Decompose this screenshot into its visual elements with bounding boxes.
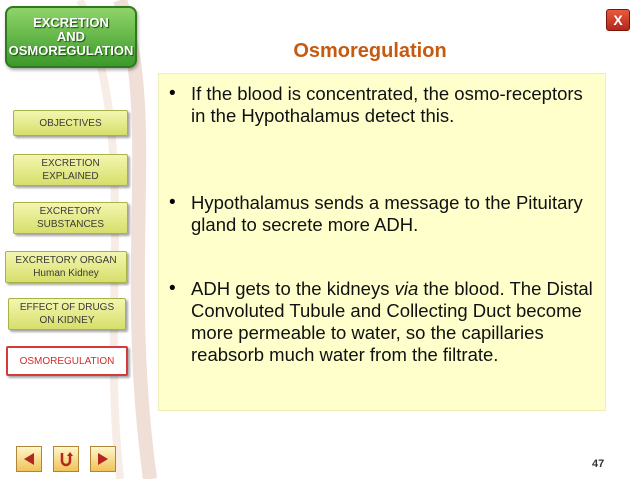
- nav-sublabel: EXPLAINED: [42, 171, 99, 182]
- nav-objectives[interactable]: [13, 110, 128, 136]
- nav-sublabel: Human Kidney: [33, 268, 99, 279]
- bullet-text-end: the blood. The Distal Convoluted Tubule and Collecting Duct become more permeable to water, so the capillaries reabsorb much water from the filtrate.: [191, 278, 593, 365]
- bullet-text: If the blood is concentrated, the osmo-receptors in the Hypothalamus detect this.: [191, 83, 583, 126]
- previous-button[interactable]: [16, 446, 42, 472]
- nav-label: EXCRETION: [41, 158, 100, 169]
- bullet-text: [191, 278, 594, 366]
- badge-line-1: EXCRETION: [33, 15, 109, 30]
- nav-label: EXCRETORY: [39, 206, 102, 217]
- nav-label: OSMOREGULATION: [19, 355, 115, 367]
- nav-sublabel: ON KIDNEY: [39, 315, 95, 326]
- bullet-symbol: •: [169, 83, 176, 104]
- arrow-right-icon: [95, 451, 111, 467]
- nav-excretory-organ[interactable]: [5, 251, 127, 283]
- bullet-text-italic: via: [394, 278, 419, 299]
- bullet-item: [169, 83, 594, 127]
- nav-label: OBJECTIVES: [39, 117, 102, 129]
- content-box: [158, 73, 606, 411]
- return-icon: [57, 450, 75, 468]
- arrow-left-icon: [21, 451, 37, 467]
- nav-excretory-substances[interactable]: [13, 202, 128, 234]
- bullet-symbol: •: [169, 192, 176, 213]
- nav-excretion-explained[interactable]: [13, 154, 128, 186]
- page-number: 47: [592, 458, 605, 470]
- bullet-text-start: ADH gets to the kidneys: [191, 278, 395, 299]
- nav-sublabel: SUBSTANCES: [36, 219, 105, 230]
- next-button[interactable]: [90, 446, 116, 472]
- bullet-symbol: •: [169, 278, 176, 299]
- nav-osmoregulation-active[interactable]: [6, 346, 128, 376]
- badge-line-3: OSMOREGULATION: [8, 43, 134, 58]
- module-title-badge: [5, 6, 137, 68]
- bullet-item: [169, 278, 594, 366]
- nav-label: EXCRETORY ORGAN: [15, 255, 117, 266]
- slide-title: Osmoregulation: [293, 40, 447, 62]
- nav-effect-of-drugs[interactable]: [8, 298, 126, 330]
- badge-line-2: AND: [56, 29, 86, 44]
- close-button[interactable]: X: [606, 9, 630, 31]
- nav-label: EFFECT OF DRUGS: [19, 302, 115, 313]
- return-button[interactable]: [53, 446, 79, 472]
- bullet-item: [169, 192, 594, 236]
- bullet-text: Hypothalamus sends a message to the Pituitary gland to secrete more ADH.: [191, 192, 583, 235]
